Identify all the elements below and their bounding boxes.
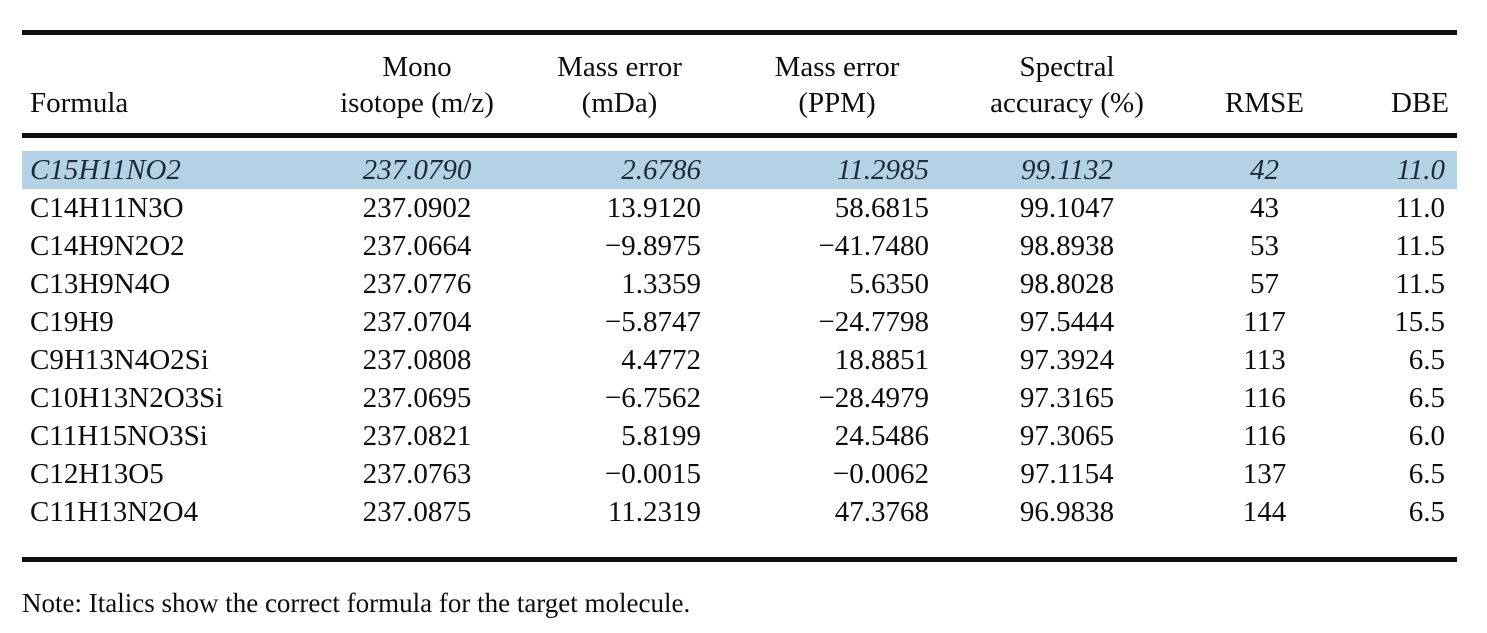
cell-mono_isotope: 237.0763 [362,458,472,490]
cell-mono_isotope: 237.0664 [362,230,472,262]
column-header-mass_error_mda [512,49,727,121]
table-row [22,189,1457,227]
cell-mass_error_ppm: −41.7480 [818,230,929,262]
cell-formula: C14H9N2O2 [30,230,185,262]
cell-formula: C11H15NO3Si [30,420,208,452]
cell-mass_error_mda: 13.9120 [606,192,701,224]
cell-dbe: 11.0 [1396,154,1445,186]
cell-dbe: 6.5 [1408,344,1445,376]
cell-mass_error_mda: −5.8747 [604,306,701,338]
cell-spectral_accuracy: 97.1154 [1020,458,1114,490]
cell-formula: C12H13O5 [30,458,164,490]
cell-mass_error_mda: 5.8199 [621,420,701,452]
cell-mono_isotope: 237.0875 [362,496,472,528]
cell-dbe: 11.0 [1395,192,1445,224]
table-row [22,493,1457,531]
column-header-line: Spectral [1019,51,1115,83]
cell-mass_error_mda: −6.7562 [604,382,701,414]
column-header-line: DBE [1391,87,1449,119]
cell-mass_error_ppm: −28.4979 [818,382,929,414]
cell-rmse: 144 [1242,496,1287,528]
cell-mono_isotope: 237.0808 [362,344,472,376]
cell-spectral_accuracy: 96.9838 [1019,496,1115,528]
cell-formula: C14H11N3O [30,192,184,224]
cell-mass_error_ppm: −24.7798 [818,306,929,338]
cell-mass_error_mda: −9.8975 [604,230,701,262]
cell-rmse: 117 [1243,306,1286,338]
column-header-line: Mass error [774,51,900,83]
cell-rmse: 53 [1250,230,1279,262]
column-header-line: Mono [382,51,452,83]
cell-formula: C11H13N2O4 [30,496,199,528]
column-header-dbe [1342,85,1457,121]
cell-dbe: 6.5 [1408,382,1445,414]
cell-formula: C9H13N4O2Si [30,344,209,376]
cell-rmse: 116 [1243,382,1286,414]
cell-spectral_accuracy: 99.1132 [1020,154,1114,186]
cell-rmse: 113 [1243,344,1286,376]
cell-rmse: 43 [1250,192,1279,224]
cell-dbe: 6.5 [1408,496,1445,528]
cell-spectral_accuracy: 97.5444 [1019,306,1115,338]
column-header-mass_error_ppm [727,49,947,121]
column-header-line: Formula [30,87,129,119]
cell-spectral_accuracy: 97.3065 [1019,420,1115,452]
cell-dbe: 6.0 [1408,420,1445,452]
cell-formula: C15H11NO2 [30,154,181,186]
cell-mass_error_mda: 11.2319 [607,496,701,528]
cell-mass_error_ppm: 58.6815 [834,192,929,224]
cell-rmse: 42 [1250,154,1279,186]
cell-mass_error_ppm: 24.5486 [834,420,929,452]
column-header-spectral_accuracy [947,49,1187,121]
table-body [22,138,1457,557]
table-row-highlighted [22,151,1457,189]
table-row [22,227,1457,265]
cell-mass_error_mda: 2.6786 [621,154,701,186]
column-header-line: (mDa) [581,87,658,119]
cell-mono_isotope: 237.0704 [362,306,472,338]
cell-mass_error_ppm: 47.3768 [834,496,929,528]
cell-dbe: 6.5 [1408,458,1445,490]
cell-spectral_accuracy: 98.8028 [1019,268,1115,300]
cell-formula: C10H13N2O3Si [30,382,224,414]
table-row [22,455,1457,493]
table-row [22,417,1457,455]
cell-formula: C19H9 [30,306,114,338]
cell-mass_error_mda: 1.3359 [621,268,701,300]
column-header-line: accuracy (%) [990,87,1144,119]
table-header-row [22,35,1457,133]
cell-mono_isotope: 237.0776 [362,268,472,300]
table-row [22,303,1457,341]
cell-spectral_accuracy: 97.3165 [1019,382,1115,414]
cell-mass_error_ppm: −0.0062 [832,458,929,490]
table-row [22,379,1457,417]
cell-mono_isotope: 237.0790 [362,154,472,186]
cell-mass_error_ppm: 18.8851 [834,344,929,376]
column-header-line: Mass error [557,51,682,83]
cell-rmse: 116 [1243,420,1286,452]
candidate-formula-table [22,30,1457,562]
column-header-rmse [1187,85,1342,121]
cell-mass_error_mda: −0.0015 [604,458,701,490]
table-row [22,341,1457,379]
column-header-mono_isotope [322,49,512,121]
cell-spectral_accuracy: 97.3924 [1019,344,1115,376]
cell-rmse: 137 [1242,458,1287,490]
cell-spectral_accuracy: 99.1047 [1019,192,1115,224]
cell-rmse: 57 [1250,268,1279,300]
table-bottom-rule [22,557,1457,562]
cell-dbe: 11.5 [1395,268,1445,300]
cell-mono_isotope: 237.0821 [362,420,472,452]
cell-mass_error_ppm: 5.6350 [849,268,929,300]
cell-dbe: 15.5 [1394,306,1445,338]
column-header-line: (PPM) [798,87,876,119]
cell-mono_isotope: 237.0902 [362,192,472,224]
cell-mass_error_mda: 4.4772 [621,344,701,376]
column-header-formula [22,85,322,121]
cell-mass_error_ppm: 11.2985 [836,154,929,186]
table-row [22,265,1457,303]
cell-dbe: 11.5 [1395,230,1445,262]
cell-spectral_accuracy: 98.8938 [1019,230,1115,262]
column-header-line: RMSE [1225,87,1304,119]
column-header-line: isotope (m/z) [340,87,494,119]
cell-formula: C13H9N4O [30,268,171,300]
cell-mono_isotope: 237.0695 [362,382,472,414]
table-note: Note: Italics show the correct formula for the target molecule. [22,588,691,618]
